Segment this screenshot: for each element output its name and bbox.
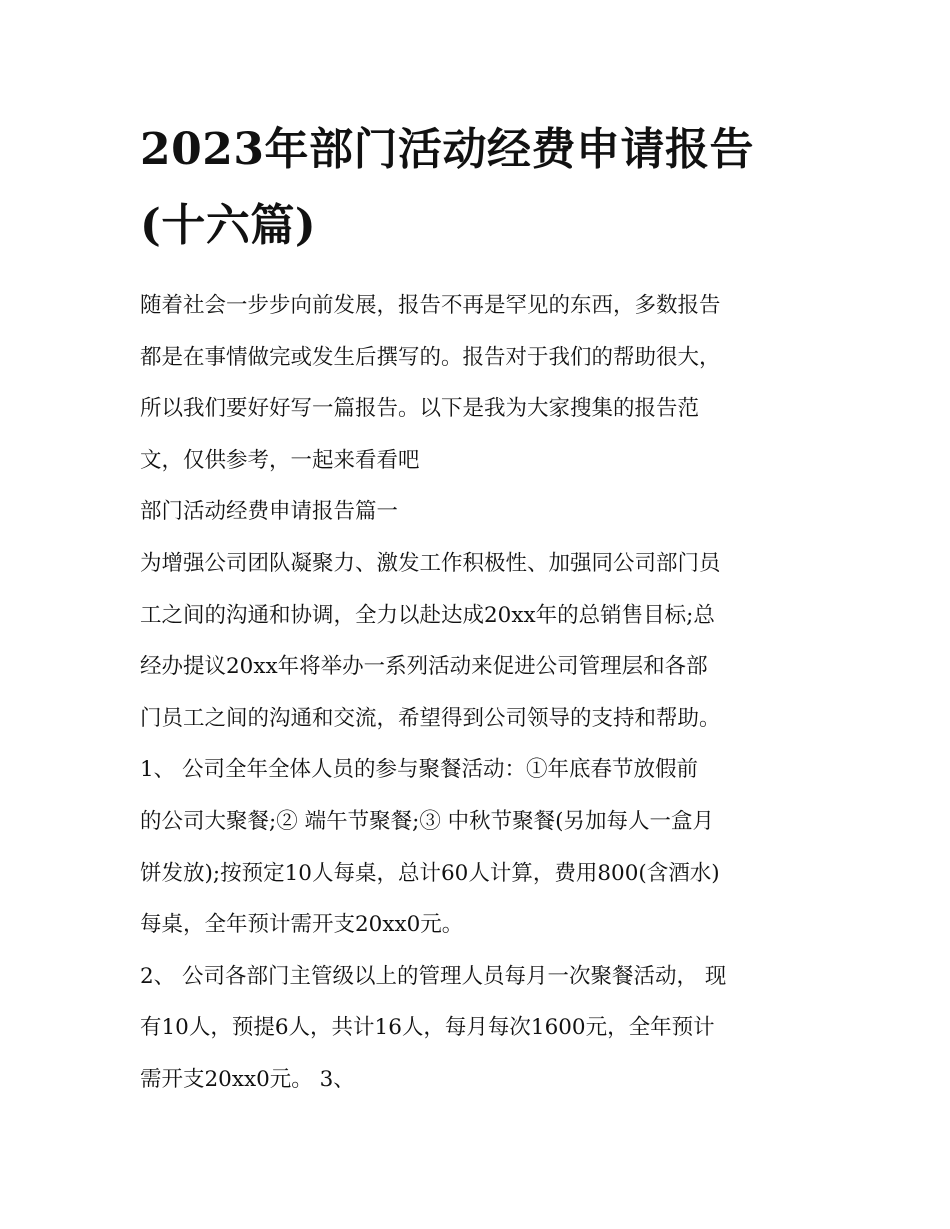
paragraph-line-4: 门员工之间的沟通和交流，希望得到公司领导的支持和帮助。: [140, 705, 721, 731]
document-title: [140, 112, 812, 264]
title-line-2: (十六篇): [140, 200, 317, 251]
item-2-line-3: 需开支20xx0元。 3、: [140, 1066, 355, 1092]
section-heading: 部门活动经费申请报告篇一: [140, 499, 399, 525]
intro-line-4: 文，仅供参考，一起来看看吧: [140, 447, 420, 473]
paragraph-line-2: 工之间的沟通和协调，全力以赴达成20xx年的总销售目标;总: [140, 602, 715, 628]
intro-line-2: 都是在事情做完或发生后撰写的。报告对于我们的帮助很大，: [140, 344, 721, 370]
paragraph-line-1: 为增强公司团队凝聚力、激发工作积极性、加强同公司部门员: [140, 550, 721, 576]
title-line-1: 2023年部门活动经费申请报告: [140, 124, 754, 175]
item-1-line-4: 每桌，全年预计需开支20xx0元。: [140, 912, 464, 938]
document-body: [140, 280, 812, 1106]
document-page: [140, 112, 812, 1106]
paragraph-line-3: 经办提议20xx年将举办一系列活动来促进公司管理层和各部: [140, 654, 708, 680]
item-1-line-2: 的公司大聚餐;② 端午节聚餐;③ 中秋节聚餐(另加每人一盒月: [140, 808, 715, 834]
item-1-line-3: 饼发放);按预定10人每桌，总计60人计算，费用800(含酒水): [140, 860, 720, 886]
intro-line-1: 随着社会一步步向前发展，报告不再是罕见的东西，多数报告: [140, 293, 721, 318]
item-1-line-1: 1、 公司全年全体人员的参与聚餐活动：①年底春节放假前: [140, 757, 699, 783]
item-2-line-2: 有10人，预提6人，共计16人，每月每次1600元，全年预计: [140, 1015, 715, 1041]
item-2-line-1: 2、 公司各部门主管级以上的管理人员每月一次聚餐活动， 现: [140, 963, 727, 989]
intro-line-3: 所以我们要好好写一篇报告。以下是我为大家搜集的报告范: [140, 396, 700, 422]
